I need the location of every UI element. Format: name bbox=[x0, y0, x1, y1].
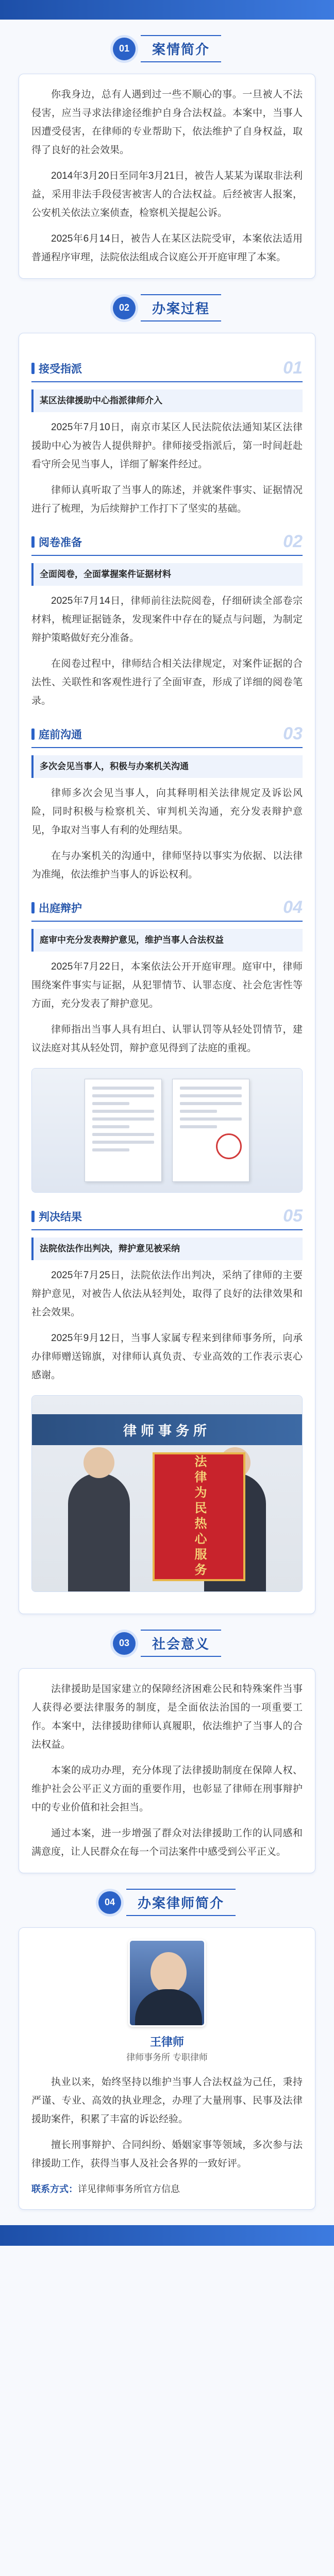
bottom-banner bbox=[0, 2225, 334, 2246]
lawyer-card bbox=[19, 1927, 315, 2210]
contact-label: 联系方式： bbox=[31, 2184, 78, 2194]
pennant-text: 法律为民 bbox=[192, 1455, 206, 1517]
pennant-presentation-image bbox=[32, 1396, 302, 1591]
firm-sign: 律师事务所 bbox=[32, 1414, 302, 1445]
significance-section bbox=[19, 1630, 315, 1873]
step-header bbox=[31, 897, 303, 922]
step-3 bbox=[31, 724, 303, 884]
person-figure bbox=[68, 1473, 130, 1591]
step-5 bbox=[31, 1206, 303, 1385]
paragraph: 2025年7月10日，南京市某区人民法院依法通知某区法律援助中心为被告人提供辩护。律师接受指派后，第一时间赶赴看守所会见当事人，详细了解案件经过。 bbox=[31, 422, 303, 470]
section-header bbox=[19, 1630, 315, 1657]
step-title-text: 阅卷准备 bbox=[39, 536, 82, 549]
document-sheet-icon bbox=[172, 1079, 249, 1182]
paragraph: 2014年3月20日至同年3月21日，被告人某某为谋取非法利益，采用非法手段侵害被害人的合法权益。后经被害人报案，公安机关依法立案侦查，检察机关提起公诉。 bbox=[31, 171, 303, 218]
section-title: 办案过程 bbox=[141, 294, 221, 321]
step-subtitle: 多次会见当事人，积极与办案机关沟通 bbox=[31, 755, 303, 778]
contact-line bbox=[31, 2180, 303, 2198]
step-2 bbox=[31, 532, 303, 710]
case-intro-card bbox=[19, 74, 315, 279]
paragraph: 2025年7月14日，律师前往法院阅卷，仔细研读全部卷宗材料，梳理证据链条，发现案件中存在的疑点与问题，为制定辩护策略做好充分准备。 bbox=[31, 596, 303, 643]
step-title bbox=[31, 361, 82, 376]
document-sheet-icon bbox=[85, 1079, 162, 1182]
step-subtitle: 法院依法作出判决，辩护意见被采纳 bbox=[31, 1238, 303, 1260]
step-subtitle: 全面阅卷，全面掌握案件证据材料 bbox=[31, 563, 303, 586]
paragraph: 在与办案机关的沟通中，律师坚持以事实为依据、以法律为准绳，依法维护当事人的诉讼权利。 bbox=[31, 851, 303, 880]
lawyer-photo bbox=[128, 1939, 206, 2027]
judgment-document-image bbox=[32, 1069, 302, 1192]
paragraph: 2025年7月25日，法院依法作出判决，采纳了律师的主要辩护意见，对被告人依法从轻判处，取得了良好的法律效果和社会效果。 bbox=[31, 1270, 303, 1318]
step-header bbox=[31, 1206, 303, 1230]
procedure-card bbox=[19, 333, 315, 1614]
content bbox=[0, 35, 334, 2210]
section-title: 社会意义 bbox=[141, 1630, 221, 1657]
title-bar-icon bbox=[31, 1211, 35, 1222]
paragraph: 擅长刑事辩护、合同纠纷、婚姻家事等领域，多次参与法律援助工作，获得当事人及社会各界的一致好评。 bbox=[31, 2140, 303, 2169]
paragraph: 本案的成功办理，充分体现了法律援助制度在保障人权、维护社会公平正义方面的重要作用，也彰显了律师在刑事辩护中的专业价值和社会担当。 bbox=[31, 1765, 303, 1813]
section-header bbox=[19, 35, 315, 62]
section-number: 04 bbox=[98, 1891, 121, 1914]
step-title bbox=[31, 900, 82, 916]
step-header bbox=[31, 358, 303, 382]
section-number: 02 bbox=[113, 297, 136, 319]
paragraph: 通过本案，进一步增强了群众对法律援助工作的认同感和满意度，让人民群众在每一个司法案件中感受到公平正义。 bbox=[31, 1828, 303, 1857]
step-1 bbox=[31, 358, 303, 518]
document-photo bbox=[31, 1068, 303, 1193]
step-title bbox=[31, 726, 82, 742]
step-header bbox=[31, 532, 303, 556]
section-header bbox=[19, 1889, 315, 1916]
title-bar-icon bbox=[31, 728, 35, 740]
case-intro-section bbox=[19, 35, 315, 279]
paragraph: 律师认真听取了当事人的陈述，并就案件事实、证据情况进行了梳理，为后续辩护工作打下了坚实的基础。 bbox=[31, 485, 303, 514]
step-title-text: 出庭辩护 bbox=[39, 902, 82, 914]
step-number: 04 bbox=[283, 897, 303, 917]
step-subtitle: 某区法律援助中心指派律师介入 bbox=[31, 389, 303, 412]
pennant-photo bbox=[31, 1395, 303, 1592]
pennant-text: 热心服务 bbox=[192, 1517, 206, 1579]
step-subtitle: 庭审中充分发表辩护意见，维护当事人合法权益 bbox=[31, 929, 303, 952]
lawyer-role: 律师事务所 专职律师 bbox=[126, 2053, 208, 2062]
contact-value: 详见律师事务所官方信息 bbox=[78, 2184, 180, 2194]
paragraph: 你我身边，总有人遇到过一些不顺心的事。一旦被人不法侵害，应当寻求法律途径维护自身合法权益。本案中，当事人因遭受侵害，在律师的专业帮助下，依法维护了自身权益，取得了良好的社会效果。 bbox=[31, 89, 303, 156]
seal-stamp-icon bbox=[216, 1133, 242, 1159]
title-bar-icon bbox=[31, 536, 35, 548]
pennant bbox=[153, 1452, 245, 1581]
paragraph: 2025年6月14日，被告人在某区法院受审，本案依法适用普通程序审理，法院依法组成合议庭公开开庭审理了本案。 bbox=[31, 233, 303, 263]
step-title bbox=[31, 1209, 82, 1224]
paragraph: 2025年7月22日，本案依法公开开庭审理。庭审中，律师围绕案件事实与证据，从犯罪情节、认罪态度、社会危害性等方面，充分发表了辩护意见。 bbox=[31, 961, 303, 1009]
paragraph: 律师多次会见当事人，向其释明相关法律规定及诉讼风险，同时积极与检察机关、审判机关沟通，充分发表辩护意见，争取对当事人有利的处理结果。 bbox=[31, 788, 303, 836]
paragraph: 执业以来，始终坚持以维护当事人合法权益为己任，秉持严谨、专业、高效的执业理念，办理了大量刑事、民事及法律援助案件，积累了丰富的诉讼经验。 bbox=[31, 2077, 303, 2125]
step-title bbox=[31, 534, 82, 550]
section-number: 01 bbox=[113, 38, 136, 60]
section-title: 案情简介 bbox=[141, 35, 221, 62]
lawyer-section bbox=[19, 1889, 315, 2210]
section-header bbox=[19, 294, 315, 321]
step-title-text: 接受指派 bbox=[39, 363, 82, 375]
title-bar-icon bbox=[31, 902, 35, 913]
title-bar-icon bbox=[31, 363, 35, 374]
top-banner bbox=[0, 0, 334, 20]
paragraph: 法律援助是国家建立的保障经济困难公民和特殊案件当事人获得必要法律服务的制度，是全面依法治国的一项重要工作。本案中，法律援助律师认真履职，依法维护了当事人的合法权益。 bbox=[31, 1684, 303, 1750]
step-header bbox=[31, 724, 303, 748]
step-number: 02 bbox=[283, 532, 303, 551]
step-title-text: 庭前沟通 bbox=[39, 728, 82, 741]
procedure-section bbox=[19, 294, 315, 1614]
lawyer-name: 王律师 bbox=[149, 2036, 184, 2048]
step-number: 05 bbox=[283, 1206, 303, 1226]
significance-card bbox=[19, 1668, 315, 1873]
paragraph: 2025年9月12日，当事人家属专程来到律师事务所，向承办律师赠送锦旗，对律师认真负责、专业高效的工作表示衷心感谢。 bbox=[31, 1333, 303, 1381]
step-4 bbox=[31, 897, 303, 1058]
paragraph: 律师指出当事人具有坦白、认罪认罚等从轻处罚情节，建议法庭对其从轻处罚，辩护意见得到了法庭的重视。 bbox=[31, 1024, 303, 1054]
section-number: 03 bbox=[113, 1632, 136, 1655]
paragraph: 在阅卷过程中，律师结合相关法律规定，对案件证据的合法性、关联性和客观性进行了全面审查，形成了详细的阅卷笔录。 bbox=[31, 658, 303, 706]
step-title-text: 判决结果 bbox=[39, 1211, 82, 1223]
section-title: 办案律师简介 bbox=[126, 1889, 236, 1916]
step-number: 03 bbox=[283, 724, 303, 743]
step-number: 01 bbox=[283, 358, 303, 378]
